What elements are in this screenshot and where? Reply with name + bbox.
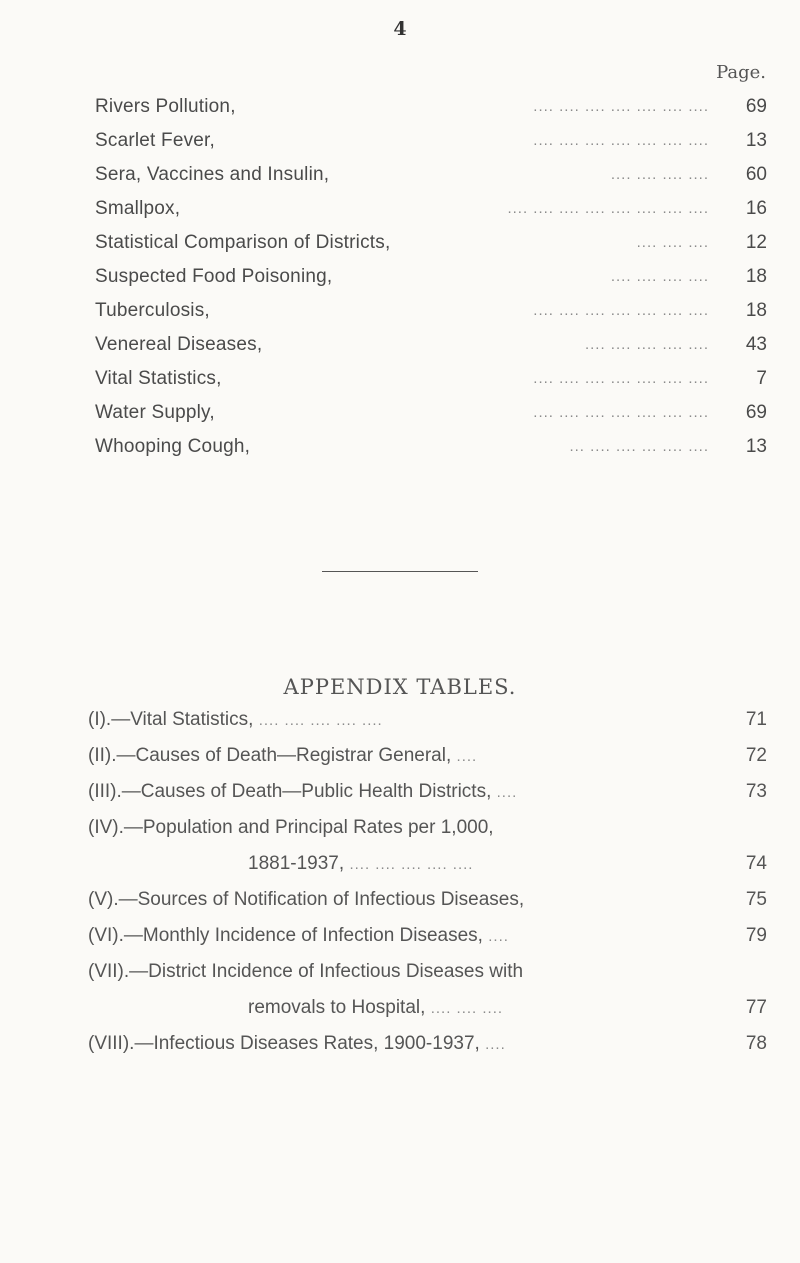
- appendix-entry-page: 77: [745, 997, 767, 1018]
- appendix-entry-page: 78: [745, 1033, 767, 1054]
- index-entry-label: Scarlet Fever,: [95, 130, 216, 151]
- appendix-entry-page: 75: [745, 889, 767, 910]
- appendix-entry-page: 73: [745, 781, 767, 802]
- index-entry: [95, 328, 767, 362]
- leader-dots: .... .... .... .... .... .... ....: [533, 132, 709, 149]
- appendix-entry-label: (II).—Causes of Death—Registrar General, ....: [88, 745, 478, 766]
- appendix-entry-label: (III).—Causes of Death—Public Health Districts, ....: [88, 781, 518, 802]
- index-entry-page: 60: [745, 164, 767, 185]
- leader-dots: .... .... ....: [430, 1000, 504, 1017]
- leader-dots: .... .... .... .... .... .... .... ....: [507, 200, 709, 217]
- index-entry-page: 18: [745, 300, 767, 321]
- page-column-heading: Page.: [716, 62, 766, 83]
- appendix-entry: [88, 702, 767, 738]
- appendix-entry-page: 74: [745, 853, 767, 874]
- leader-dots: .... .... .... .... ....: [349, 856, 474, 873]
- index-entry-label: Tuberculosis,: [95, 300, 210, 321]
- appendix-entry-label: (V).—Sources of Notification of Infectious Diseases,: [88, 889, 525, 910]
- index-entry-label: Smallpox,: [95, 198, 181, 219]
- index-entry: [95, 90, 767, 124]
- leader-dots: .... .... .... .... .... .... ....: [533, 302, 709, 319]
- leader-dots: .... .... .... .... ....: [258, 712, 383, 729]
- leader-dots: .... .... ....: [636, 234, 709, 251]
- appendix-entry-continuation: 1881-1937, .... .... .... .... ....: [248, 853, 474, 874]
- appendix-entry: [88, 738, 767, 774]
- appendix-entry: [88, 774, 767, 810]
- index-entry-page: 69: [745, 96, 767, 117]
- leader-dots: .... .... .... .... ....: [584, 336, 709, 353]
- leader-dots: .... .... .... .... .... .... ....: [533, 404, 709, 421]
- leader-dots: ....: [456, 748, 478, 765]
- appendix-entry-continuation: removals to Hospital, .... .... ....: [248, 997, 504, 1018]
- index-entry-label: Sera, Vaccines and Insulin,: [95, 164, 330, 185]
- appendix-entry: [88, 1026, 767, 1062]
- index-entry: [95, 430, 767, 464]
- appendix-list: [88, 702, 767, 1062]
- index-list: [95, 90, 767, 464]
- leader-dots: ... .... .... ... .... ....: [569, 438, 709, 455]
- index-entry-page: 12: [745, 232, 767, 253]
- index-entry-page: 7: [756, 368, 767, 389]
- index-entry-label: Venereal Diseases,: [95, 334, 263, 355]
- index-entry: [95, 362, 767, 396]
- leader-dots: .... .... .... .... .... .... ....: [533, 98, 709, 115]
- index-entry: [95, 192, 767, 226]
- appendix-entry-page: 71: [745, 709, 767, 730]
- index-entry-label: Suspected Food Poisoning,: [95, 266, 333, 287]
- index-entry-page: 43: [745, 334, 767, 355]
- index-entry: [95, 158, 767, 192]
- index-entry-page: 13: [745, 436, 767, 457]
- appendix-entry: [88, 954, 767, 1026]
- appendix-entry: [88, 882, 767, 918]
- appendix-entry-label: (VII).—District Incidence of Infectious Diseases with: [88, 961, 524, 982]
- appendix-entry-label: (IV).—Population and Principal Rates per 1,000,: [88, 817, 494, 838]
- index-entry-page: 18: [745, 266, 767, 287]
- index-entry: [95, 294, 767, 328]
- index-entry: [95, 124, 767, 158]
- index-entry: [95, 396, 767, 430]
- page-number: 4: [393, 18, 407, 40]
- appendix-entry-page: 79: [745, 925, 767, 946]
- appendix-entry-label: (VI).—Monthly Incidence of Infection Diseases, ....: [88, 925, 509, 946]
- index-entry-page: 69: [745, 402, 767, 423]
- index-entry-label: Vital Statistics,: [95, 368, 222, 389]
- leader-dots: .... .... .... ....: [610, 268, 709, 285]
- index-entry-label: Rivers Pollution,: [95, 96, 236, 117]
- index-entry-page: 16: [745, 198, 767, 219]
- index-entry-page: 13: [745, 130, 767, 151]
- appendix-entry-page: 72: [745, 745, 767, 766]
- section-divider: [322, 571, 478, 572]
- leader-dots: ....: [496, 784, 518, 801]
- index-entry-label: Whooping Cough,: [95, 436, 251, 457]
- appendix-entry: [88, 918, 767, 954]
- index-entry: [95, 260, 767, 294]
- index-entry-label: Water Supply,: [95, 402, 215, 423]
- leader-dots: .... .... .... .... .... .... ....: [533, 370, 709, 387]
- leader-dots: ....: [488, 928, 509, 945]
- appendix-entry: [88, 810, 767, 882]
- index-entry-label: Statistical Comparison of Districts,: [95, 232, 391, 253]
- appendix-entry-label: (I).—Vital Statistics, .... .... .... .... ....: [88, 709, 383, 730]
- leader-dots: .... .... .... ....: [610, 166, 709, 183]
- appendix-title: APPENDIX TABLES.: [283, 675, 517, 699]
- index-entry: [95, 226, 767, 260]
- appendix-entry-label: (VIII).—Infectious Diseases Rates, 1900-1937, ....: [88, 1033, 506, 1054]
- leader-dots: ....: [485, 1036, 506, 1053]
